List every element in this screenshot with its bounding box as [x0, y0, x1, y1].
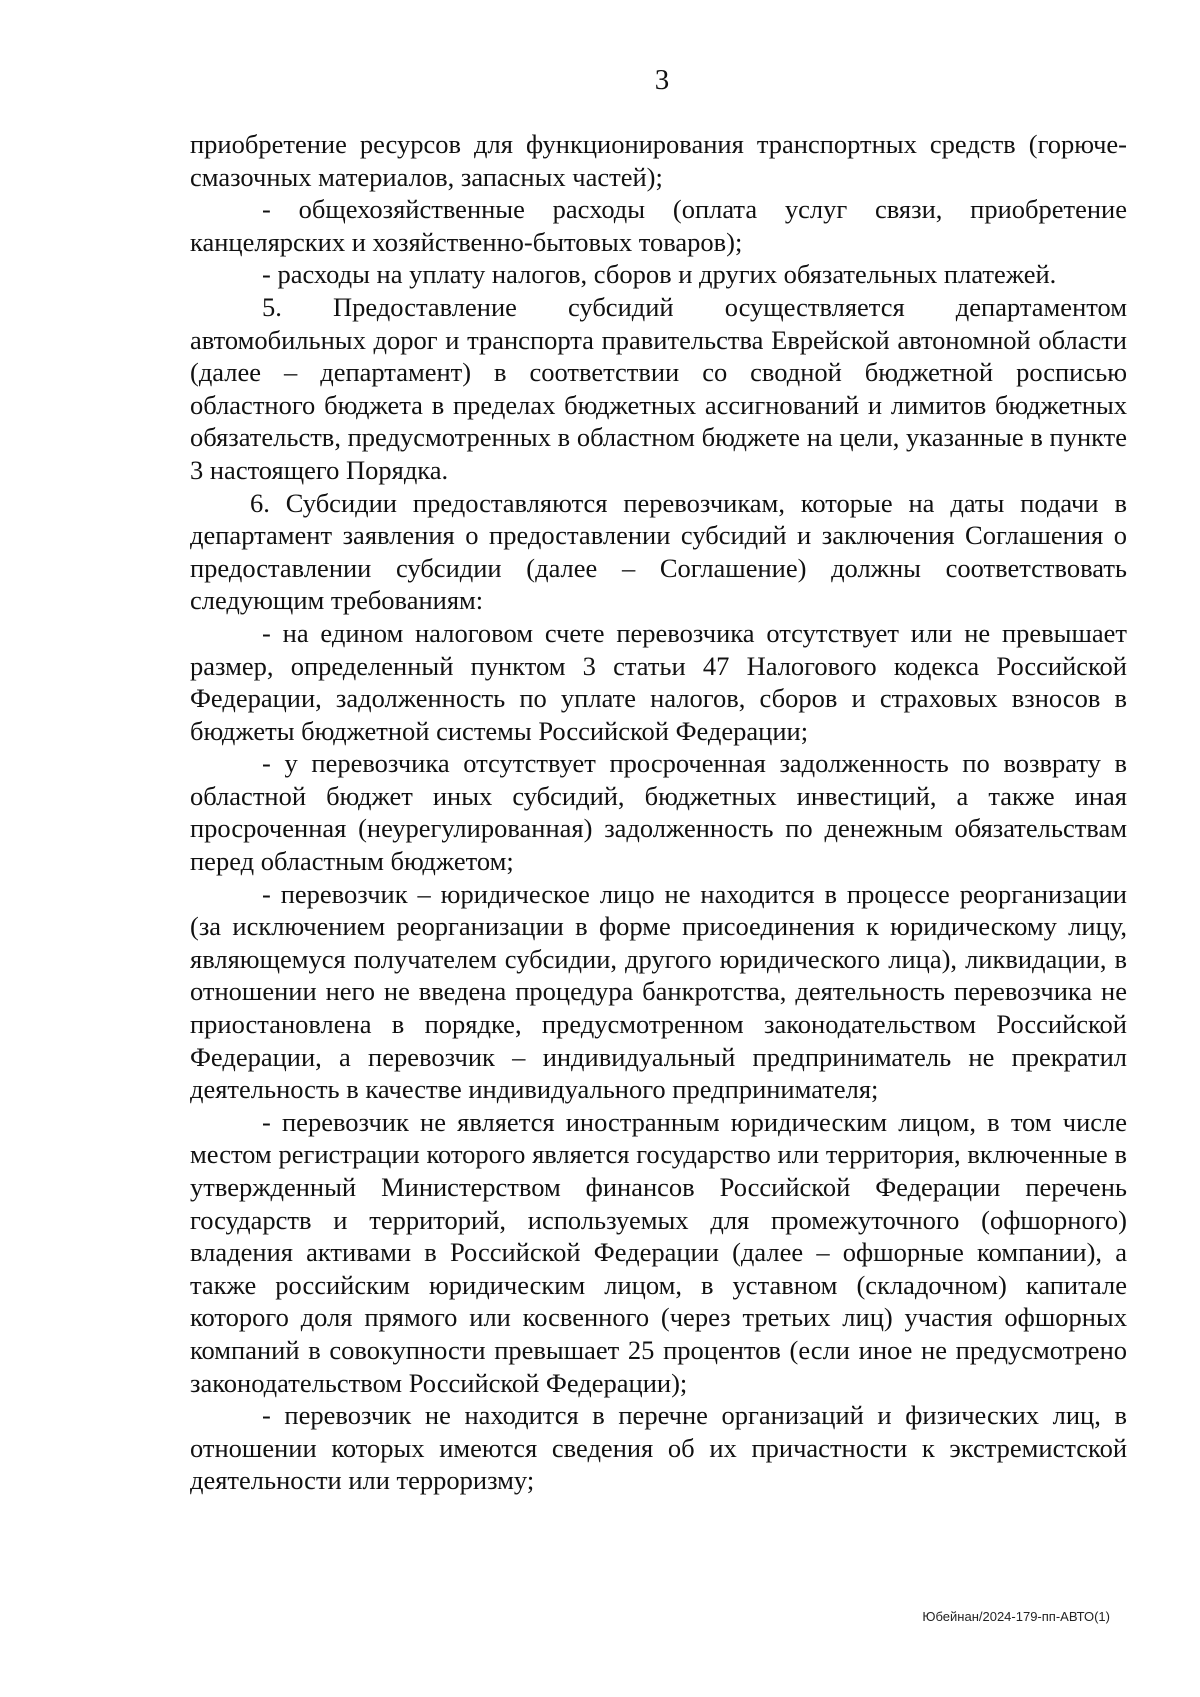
paragraph-taxes: - расходы на уплату налогов, сборов и других обязательных платежей. [262, 259, 1057, 290]
paragraph-item-5: 5. Предоставление субсидий осуществляется департаментом автомобильных дорог и транспорта правительства Еврейской автономной области (далее – департамент) в соответствии со сводной бюджетной росписью областного бюджета в пределах бюджетных ассигнований и лимитов бюджетных обязательств, предусмотренных в областном бюджете на цели, указанные в пункте 3 настоящего Порядка. [190, 291, 1127, 485]
paragraph-tax-debt: - на едином налоговом счете перевозчика отсутствует или не превышает размер, определенный пунктом 3 статьи 47 Налогового кодекса Российской Федерации, задолженность по уплате налогов, сборов и страховых взносов в бюджеты бюджетной системы Российской Федерации; [190, 617, 1127, 746]
paragraph-extremism-list: - перевозчик не находится в перечне организаций и физических лиц, в отношении которых имеются сведения об их причастности к экстремистской деятельности или терроризму; [190, 1400, 1127, 1496]
paragraph-overdue-debt: - у перевозчика отсутствует просроченная задолженность по возврату в областной бюджет иных субсидий, бюджетных инвестиций, а также иная просроченная (неурегулированная) задолженность по денежным обязательствам перед областным бюджетом; [190, 748, 1127, 877]
paragraph-general-expenses: - общехозяйственные расходы (оплата услуг связи, приобретение канцелярских и хозяйственно-бытовых товаров); [190, 194, 1127, 257]
document-code: Юбейнан/2024-179-пп-АВТО(1) [922, 1609, 1110, 1624]
page-number: 3 [654, 64, 670, 96]
paragraph-reorganization: - перевозчик – юридическое лицо не находится в процессе реорганизации (за исключением реорганизации в форме присоединения к юридическому лицу, являющемуся получателем субсидии, другого юридического лица), ликвидации, в отношении него не введена процедура банкротства, деятельность перевозчика не приостановлена в порядке, предусмотренном законодательством Российской Федерации, а перевозчик – индивидуальный предприниматель не прекратил деятельность в качестве индивидуального предпринимателя; [190, 878, 1127, 1105]
paragraph-foreign-entity: - перевозчик не является иностранным юридическим лицом, в том числе местом регистрации которого является государство или территория, включенные в утвержденный Министерством финансов Российской Федерации перечень государств и территорий, используемых для промежуточного (офшорного) владения активами в Российской Федерации (далее – офшорные компании), а также российским юридическим лицом, в уставном (складочном) капитале которого доля прямого или косвенного (через третьих лиц) участия офшорных компаний в совокупности превышает 25 процентов (если иное не предусмотрено законодательством Российской Федерации); [190, 1106, 1127, 1398]
paragraph-resources: приобретение ресурсов для функционирования транспортных средств (горюче-смазочных материалов, запасных частей); [190, 129, 1127, 192]
paragraph-item-6: 6. Субсидии предоставляются перевозчикам, которые на даты подачи в департамент заявления о предоставлении субсидий и заключения Соглашения о предоставлении субсидии (далее – Соглашение) должны соответствовать следующим требованиям: [190, 487, 1127, 616]
document-body [190, 128, 1127, 1497]
